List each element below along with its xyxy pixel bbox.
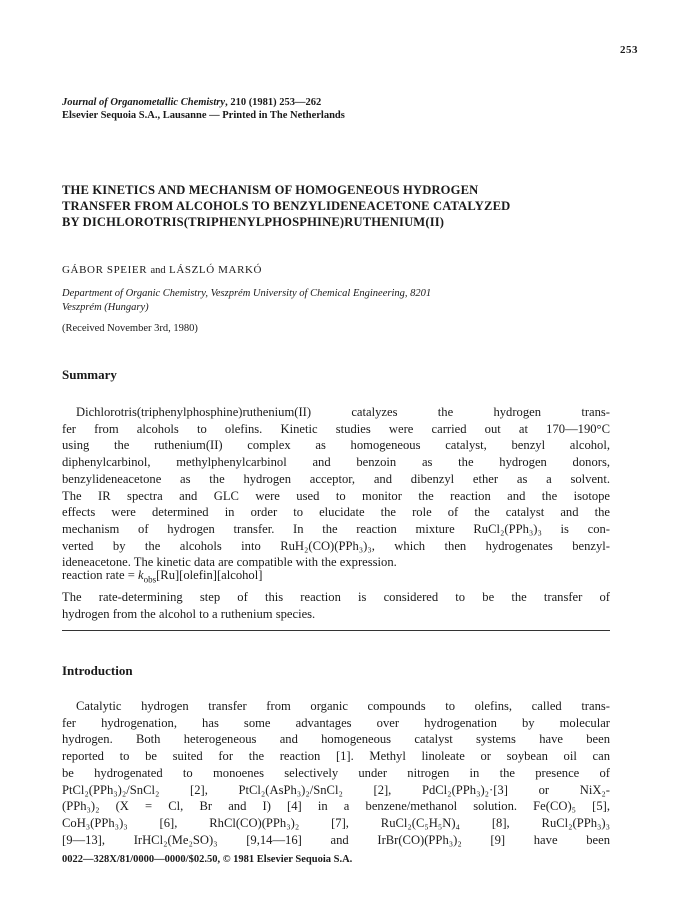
copyright-footer: 0022—328X/81/0000—0000/$02.50, © 1981 Elsevier Sequoia S.A. [62,854,353,865]
author-second: LÁSZLÓ MARKÓ [169,264,263,276]
summary-closing-line: hydrogen from the alcohol to a ruthenium species. [62,606,316,621]
affiliation-line: Veszprém (Hungary) [62,301,149,313]
author-first: GÁBOR SPEIER [62,264,148,276]
introduction-heading: Introduction [62,663,133,678]
affiliation [62,287,622,314]
summary-line: using the ruthenium(II) complex as homogeneous catalyst, benzyl alcohol, [62,438,610,453]
summary-line: mechanism of hydrogen transfer. In the reaction mixture RuCl₂(PPh₃)₃ is con- [62,521,610,536]
section-divider [62,630,610,631]
intro-line: CoH₃(PPh₃)₃ [6], RhCl(CO)(PPh₃)₂ [7], RuCl₂(C₅H₅N)₄ [8], RuCl₂(PPh₃)₃ [62,815,610,830]
equation-k: k [137,568,144,582]
intro-line: [9—13], IrHCl₂(Me₂SO)₃ [9,14—16] and IrBr(CO)(PPh₃)₂ [9] have been [62,832,610,847]
intro-line: (PPh₃)₂ (X = Cl, Br and I) [4] in a benzene/methanol solution. Fe(CO)₅ [5], [62,799,610,814]
summary-line: benzylideneacetone as the hydrogen acceptor, and dibenzyl ether as a solvent. [62,471,610,486]
equation-subscript: obs [143,574,157,585]
affiliation-line: Department of Organic Chemistry, Veszprém University of Chemical Engineering, 8201 [62,288,432,299]
article-title [62,182,632,230]
title-line: THE KINETICS AND MECHANISM OF HOMOGENEOUS HYDROGEN [62,183,479,197]
summary-line: diphenylcarbinol, methylphenylcarbinol and benzoin as the hydrogen donors, [62,455,610,470]
intro-line: PtCl₂(PPh₃)₂/SnCl₂ [2], PtCl₂(AsPh₃)₂/SnCl₂ [2], PdCl₂(PPh₃)₂·[3] or NiX₂- [62,782,610,797]
summary-line: Dichlorotris(triphenylphosphine)ruthenium(II) catalyzes the hydrogen trans- [76,405,610,419]
introduction-paragraph [62,698,610,848]
intro-line: be hydrogenated to monoenes selectively under nitrogen in the presence of [62,765,610,780]
summary-line: The IR spectra and GLC were used to monitor the reaction and the isotope [62,488,610,503]
journal-citation: , 210 (1981) 253—262 [225,97,322,108]
title-line: TRANSFER FROM ALCOHOLS TO BENZYLIDENEACETONE CATALYZED [62,199,511,213]
authors [62,264,262,276]
summary-heading: Summary [62,367,117,382]
received-date: (Received November 3rd, 1980) [62,323,198,334]
title-line: BY DICHLOROTRIS(TRIPHENYLPHOSPHINE)RUTHENIUM(II) [62,215,445,229]
rate-equation [62,568,262,585]
intro-line: hydrogen. Both heterogeneous and homogeneous catalyst systems have been [62,732,610,747]
intro-line: fer hydrogenation, has some advantages over hydrogenation by molecular [62,715,610,730]
summary-line: fer from alcohols to olefins. Kinetic studies were carried out at 170—190°C [62,421,610,436]
summary-line: verted by the alcohols into RuH₂(CO)(PPh₃)₃, which then hydrogenates benzyl- [62,538,610,553]
summary-line: ideneacetone. The kinetic data are compatible with the expression. [62,555,397,570]
summary-line: effects were determined in order to elucidate the role of the catalyst and the [62,505,610,520]
summary-paragraph [62,404,610,571]
publisher-line: Elsevier Sequoia S.A., Lausanne — Printed in The Netherlands [62,110,345,121]
intro-line: Catalytic hydrogen transfer from organic compounds to olefins, called trans- [76,699,610,713]
page-number: 253 [620,44,638,56]
summary-closing [62,589,610,622]
equation-prefix: reaction rate = [62,568,138,582]
intro-line: reported to be suited for the reaction [1]. Methyl linoleate or soybean oil can [62,749,610,764]
equation-suffix: [Ru][olefin][alcohol] [156,568,263,582]
author-conjunction: and [150,265,166,276]
summary-closing-line: The rate-determining step of this reaction is considered to be the transfer of [62,590,610,604]
journal-header [62,96,622,122]
journal-name: Journal of Organometallic Chemistry [62,97,226,108]
